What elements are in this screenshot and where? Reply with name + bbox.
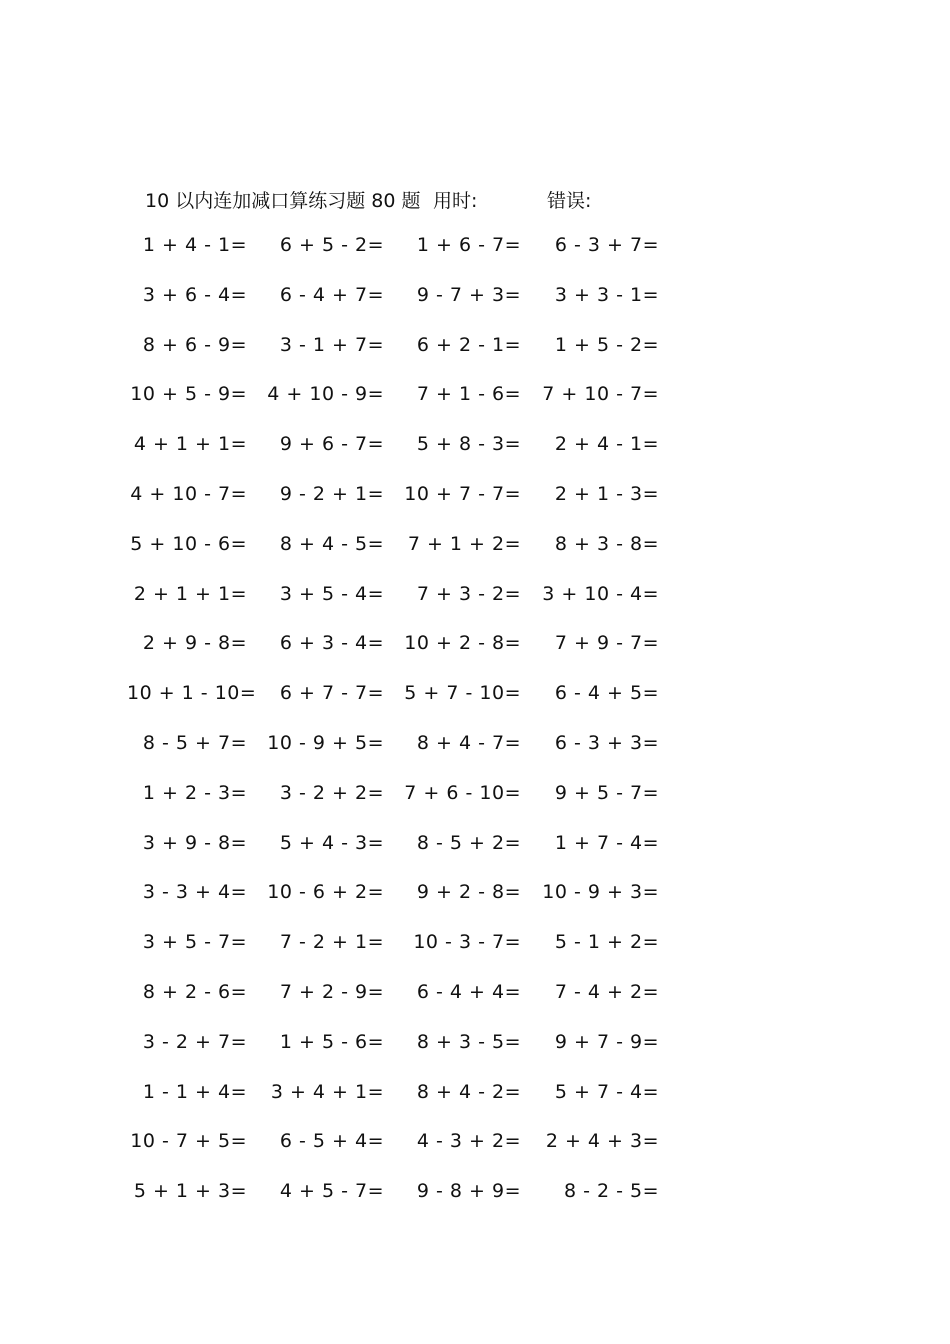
problem-item: 7 + 1 - 6= bbox=[416, 383, 521, 406]
problem-item: 1 + 5 - 6= bbox=[279, 1030, 384, 1053]
problem-item: 8 + 3 - 8= bbox=[554, 532, 659, 555]
problem-item: 6 - 4 + 4= bbox=[416, 981, 521, 1003]
problem-item: 5 + 4 - 3= bbox=[279, 831, 384, 854]
problem-item: 3 - 3 + 4= bbox=[142, 881, 247, 904]
worksheet-header bbox=[0, 186, 950, 214]
problem-item: 8 + 2 - 6= bbox=[142, 981, 247, 1003]
problem-item: 10 - 9 + 5= bbox=[267, 732, 384, 754]
problem-item: 10 + 5 - 9= bbox=[130, 383, 247, 406]
problem-item: 6 + 7 - 7= bbox=[279, 682, 384, 705]
problem-row bbox=[0, 1031, 950, 1061]
problem-item: 7 + 3 - 2= bbox=[416, 582, 521, 605]
problem-item: 6 - 4 + 5= bbox=[554, 682, 659, 705]
problem-item: 9 - 8 + 9= bbox=[416, 1180, 521, 1203]
problem-row bbox=[0, 334, 950, 364]
problem-row bbox=[0, 782, 950, 812]
problem-row bbox=[0, 832, 950, 862]
problem-row bbox=[0, 284, 950, 314]
problem-item: 7 + 6 - 10= bbox=[404, 781, 521, 804]
time-label: 用时: bbox=[433, 190, 478, 212]
problem-item: 9 + 5 - 7= bbox=[554, 781, 659, 804]
problem-item: 4 + 10 - 9= bbox=[267, 383, 384, 406]
problem-item: 9 + 7 - 9= bbox=[554, 1030, 659, 1053]
problem-item: 8 - 2 - 5= bbox=[563, 1180, 659, 1203]
problem-item: 2 + 4 - 1= bbox=[554, 433, 659, 456]
problem-item: 9 - 7 + 3= bbox=[416, 283, 521, 306]
problem-item: 6 - 4 + 7= bbox=[279, 283, 384, 306]
problem-item: 10 - 6 + 2= bbox=[267, 881, 384, 904]
problem-row bbox=[0, 682, 950, 712]
problem-item: 10 - 7 + 5= bbox=[130, 1130, 247, 1153]
problem-item: 10 - 3 - 7= bbox=[413, 931, 521, 954]
problem-item: 8 + 4 - 7= bbox=[416, 732, 521, 754]
problem-item: 10 + 2 - 8= bbox=[404, 632, 521, 655]
problem-item: 7 + 10 - 7= bbox=[542, 383, 659, 406]
problem-row bbox=[0, 632, 950, 662]
problem-item: 8 + 4 - 5= bbox=[279, 532, 384, 555]
problem-row bbox=[0, 732, 950, 762]
problem-row bbox=[0, 931, 950, 961]
problem-item: 10 + 1 - 10= bbox=[127, 682, 257, 705]
problem-item: 3 - 1 + 7= bbox=[279, 333, 384, 356]
problem-item: 4 - 3 + 2= bbox=[416, 1130, 521, 1153]
problem-item: 2 + 1 + 1= bbox=[133, 582, 247, 605]
problem-row bbox=[0, 583, 950, 613]
problem-item: 4 + 1 + 1= bbox=[133, 433, 247, 456]
problem-item: 6 + 5 - 2= bbox=[279, 234, 384, 256]
problem-item: 3 + 9 - 8= bbox=[142, 831, 247, 854]
problem-item: 5 - 1 + 2= bbox=[554, 931, 659, 954]
problem-item: 8 + 6 - 9= bbox=[142, 333, 247, 356]
problem-item: 9 + 6 - 7= bbox=[279, 433, 384, 456]
problem-item: 7 + 9 - 7= bbox=[554, 632, 659, 655]
problem-item: 5 + 1 + 3= bbox=[133, 1180, 247, 1203]
problem-item: 1 - 1 + 4= bbox=[142, 1080, 247, 1103]
problem-item: 3 + 5 - 7= bbox=[142, 931, 247, 954]
problem-item: 10 - 9 + 3= bbox=[542, 881, 659, 904]
problem-row bbox=[0, 1180, 950, 1210]
problem-item: 9 - 2 + 1= bbox=[279, 483, 384, 505]
problem-item: 9 + 2 - 8= bbox=[416, 881, 521, 904]
problem-row bbox=[0, 881, 950, 911]
problem-item: 3 - 2 + 2= bbox=[279, 781, 384, 804]
problem-item: 2 + 1 - 3= bbox=[554, 483, 659, 505]
problem-item: 6 - 3 + 3= bbox=[554, 732, 659, 754]
problem-item: 4 + 5 - 7= bbox=[279, 1180, 384, 1203]
problem-item: 7 + 1 + 2= bbox=[407, 532, 521, 555]
problem-item: 1 + 4 - 1= bbox=[142, 234, 247, 256]
problem-item: 3 + 5 - 4= bbox=[279, 582, 384, 605]
problem-item: 3 - 2 + 7= bbox=[142, 1030, 247, 1053]
problem-item: 1 + 2 - 3= bbox=[142, 781, 247, 804]
problem-item: 5 + 10 - 6= bbox=[130, 532, 247, 555]
problem-row bbox=[0, 433, 950, 463]
problem-item: 10 + 7 - 7= bbox=[404, 483, 521, 505]
problem-item: 8 - 5 + 7= bbox=[142, 732, 247, 754]
worksheet-title: 10 以内连加减口算练习题 80 题 bbox=[145, 190, 421, 212]
problem-row bbox=[0, 1130, 950, 1160]
problem-item: 2 + 4 + 3= bbox=[545, 1130, 659, 1153]
problem-item: 3 + 4 + 1= bbox=[270, 1080, 384, 1103]
problem-item: 4 + 10 - 7= bbox=[130, 483, 247, 505]
problem-item: 6 + 2 - 1= bbox=[416, 333, 521, 356]
problem-item: 7 + 2 - 9= bbox=[279, 981, 384, 1003]
problem-row bbox=[0, 981, 950, 1011]
problem-item: 6 + 3 - 4= bbox=[279, 632, 384, 655]
problem-item: 8 + 4 - 2= bbox=[416, 1080, 521, 1103]
problem-item: 5 + 7 - 10= bbox=[404, 682, 521, 705]
error-label: 错误: bbox=[547, 190, 592, 212]
problem-item: 6 - 3 + 7= bbox=[554, 234, 659, 256]
problem-row bbox=[0, 483, 950, 513]
problem-item: 1 + 5 - 2= bbox=[554, 333, 659, 356]
problem-row bbox=[0, 533, 950, 563]
problem-item: 8 - 5 + 2= bbox=[416, 831, 521, 854]
problem-item: 1 + 6 - 7= bbox=[416, 234, 521, 256]
problem-row bbox=[0, 383, 950, 413]
problem-item: 3 + 3 - 1= bbox=[554, 283, 659, 306]
problem-item: 7 - 4 + 2= bbox=[554, 981, 659, 1003]
problem-row bbox=[0, 234, 950, 264]
problem-item: 6 - 5 + 4= bbox=[279, 1130, 384, 1153]
problem-item: 3 + 10 - 4= bbox=[542, 582, 659, 605]
problem-item: 7 - 2 + 1= bbox=[279, 931, 384, 954]
problem-item: 5 + 7 - 4= bbox=[554, 1080, 659, 1103]
problem-item: 5 + 8 - 3= bbox=[416, 433, 521, 456]
problem-item: 3 + 6 - 4= bbox=[142, 283, 247, 306]
problem-row bbox=[0, 1081, 950, 1111]
problem-item: 2 + 9 - 8= bbox=[142, 632, 247, 655]
problem-item: 8 + 3 - 5= bbox=[416, 1030, 521, 1053]
problem-item: 1 + 7 - 4= bbox=[554, 831, 659, 854]
